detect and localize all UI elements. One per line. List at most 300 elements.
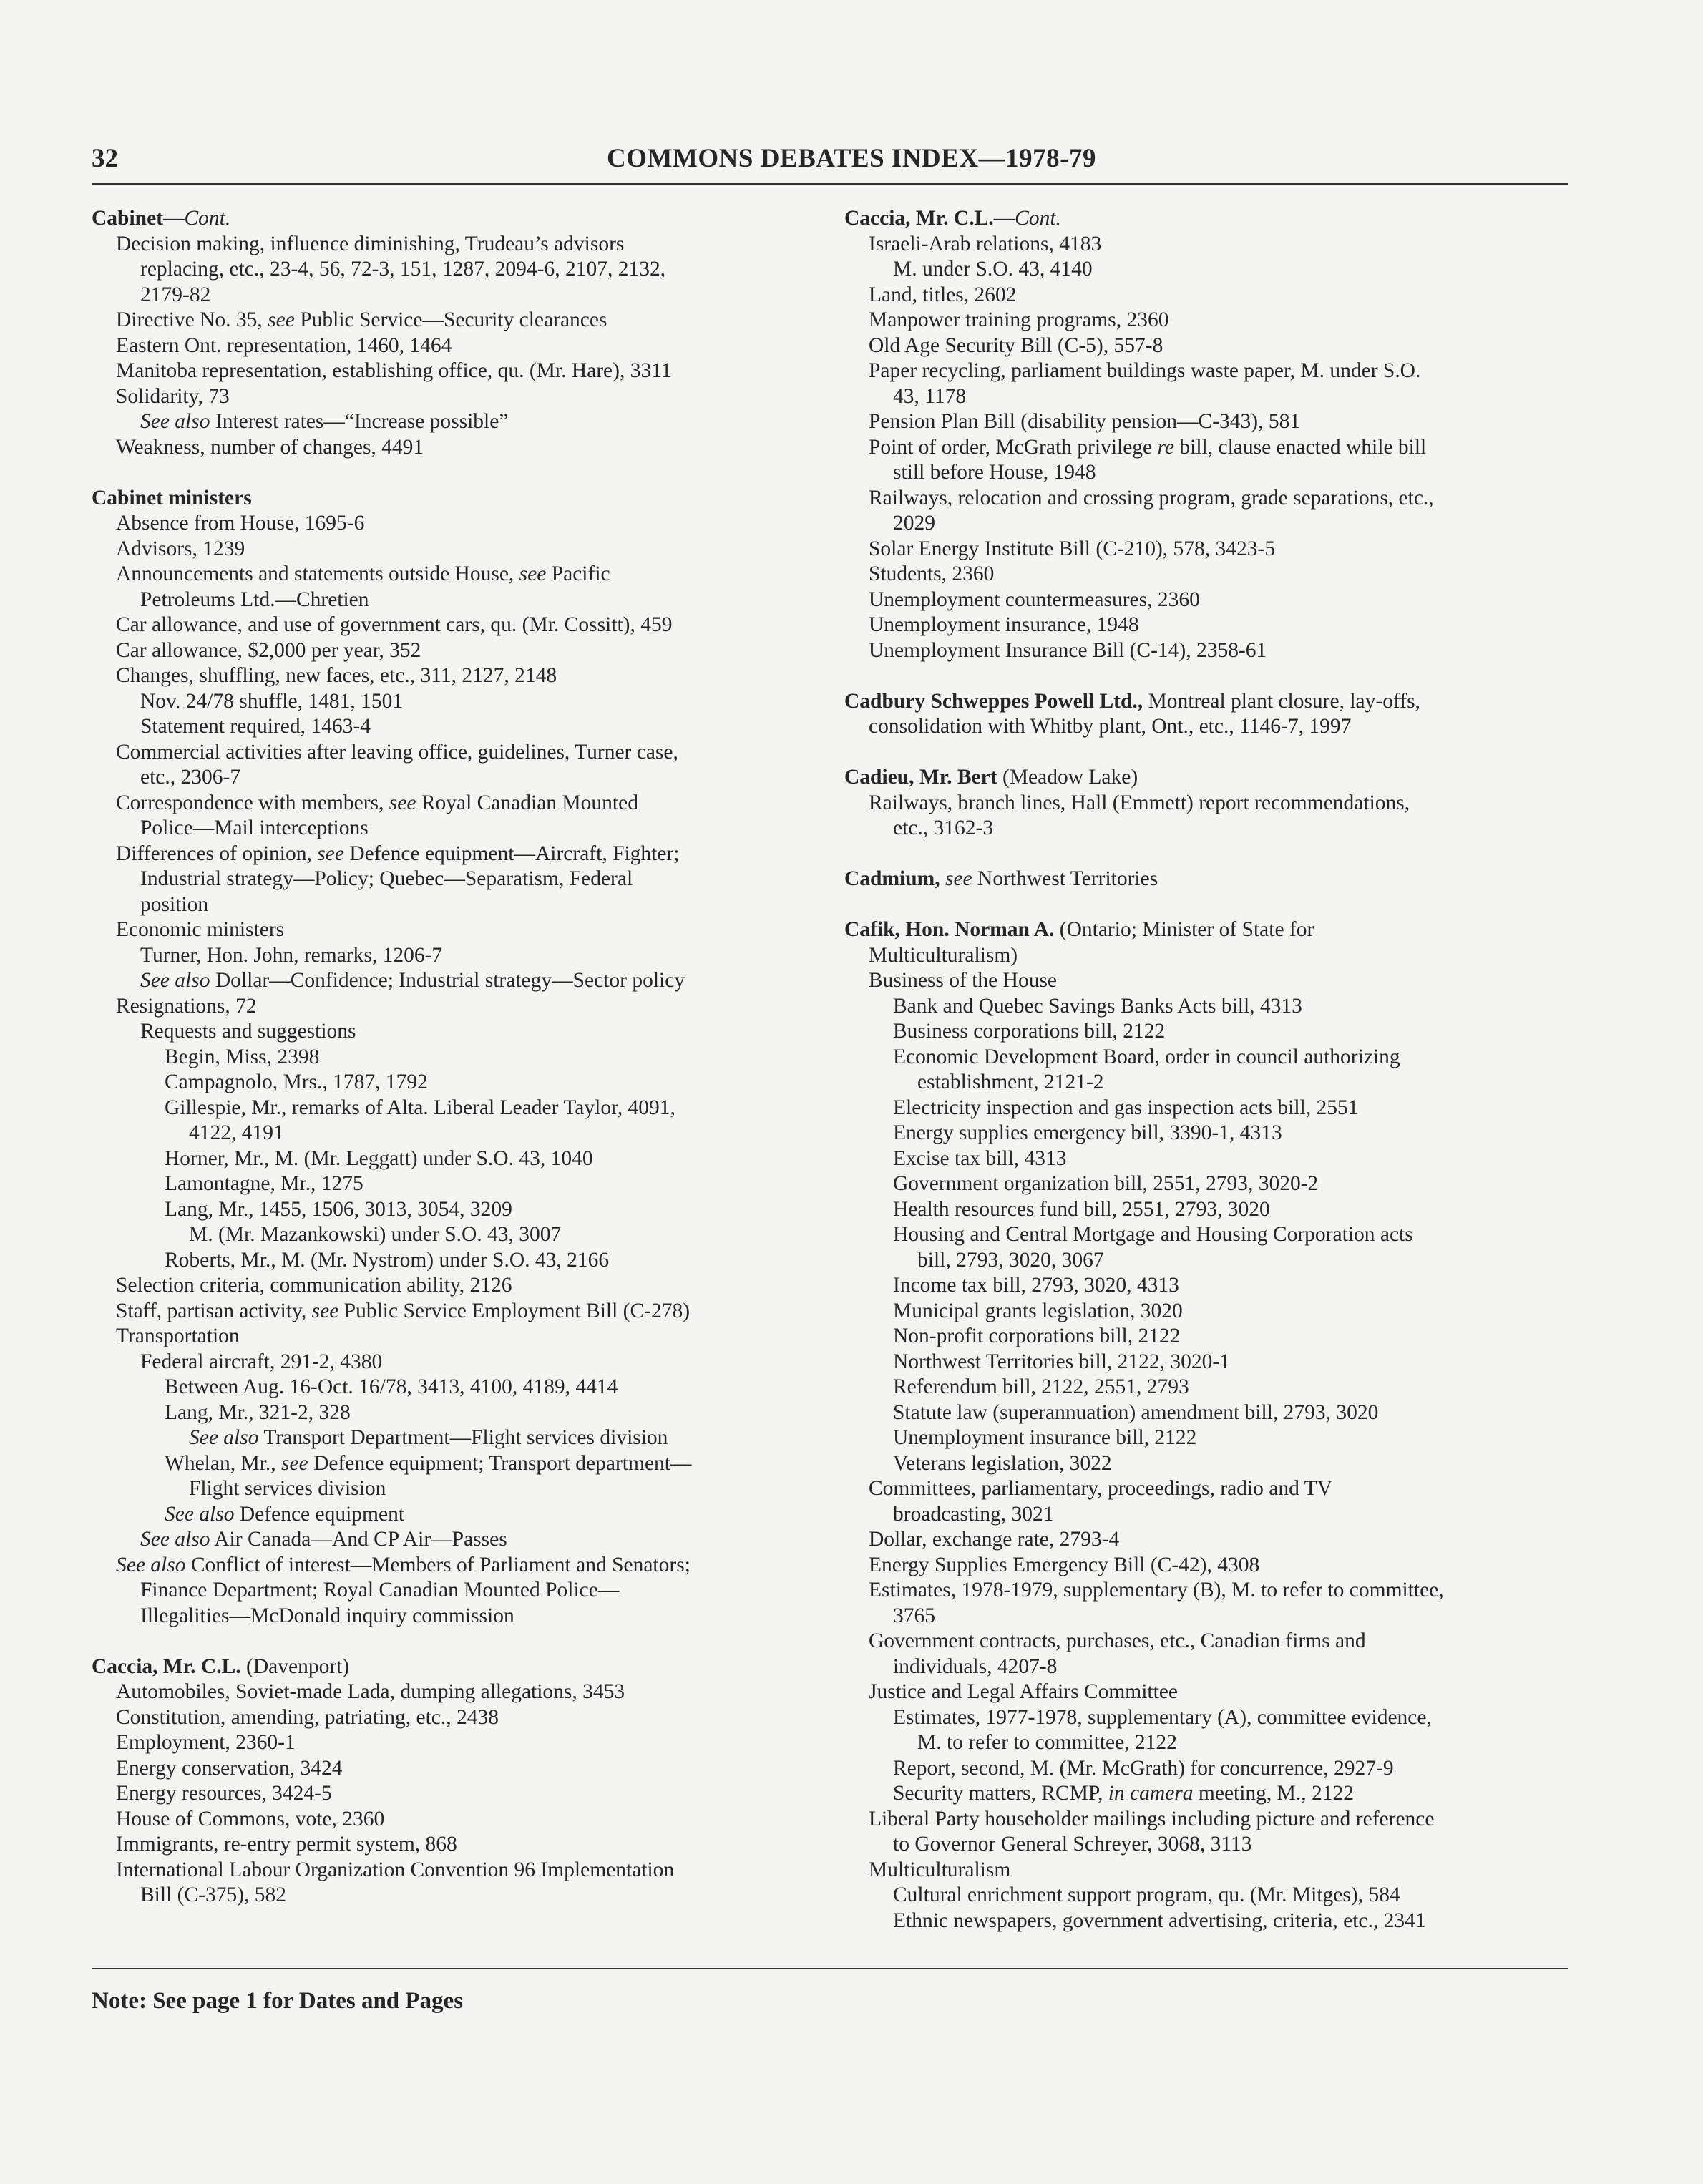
index-entry — [844, 1324, 1589, 1350]
entry-text: Directive No. 35, — [116, 308, 268, 331]
index-entry — [92, 511, 836, 537]
entry-text: establishment, 2121-2 — [917, 1071, 1104, 1093]
left-column — [92, 206, 836, 1908]
entry-text: Solar Energy Institute Bill (C-210), 578, 3423-5 — [869, 537, 1276, 560]
entry-text: Flight services division — [189, 1477, 386, 1500]
entry-text: position — [140, 892, 209, 916]
index-entry — [92, 994, 836, 1020]
entry-text: Manitoba representation, establishing office, qu. (Mr. Hare), 3311 — [116, 359, 672, 382]
index-entry — [92, 1781, 836, 1807]
index-entry — [92, 816, 836, 842]
index-entry — [92, 917, 836, 943]
entry-spacer — [844, 740, 1589, 766]
index-entry — [92, 1425, 836, 1451]
cross-reference-term: See also — [116, 1553, 186, 1576]
entry-text: 3765 — [893, 1604, 935, 1627]
entry-text: Industrial strategy—Policy; Quebec—Separatism, Federal — [140, 867, 633, 890]
entry-text: Constitution, amending, patriating, etc., 2438 — [116, 1705, 499, 1729]
index-entry — [844, 1171, 1589, 1197]
index-entry — [92, 1096, 836, 1121]
entry-text: Security matters, RCMP, — [893, 1782, 1108, 1805]
index-entry — [92, 943, 836, 969]
entry-text: Veterans legislation, 3022 — [893, 1451, 1112, 1475]
entry-text: Railways, relocation and crossing program, grade separations, etc., — [869, 486, 1434, 510]
entry-text: Defence equipment; Transport department— — [308, 1451, 692, 1475]
entry-text: Energy Supplies Emergency Bill (C-42), 4308 — [869, 1553, 1260, 1576]
heading-text: Cadbury Schweppes Powell Ltd., — [844, 689, 1143, 713]
cross-reference-term: see — [268, 308, 295, 331]
entry-text: Electricity inspection and gas inspection acts bill, 2551 — [893, 1096, 1359, 1119]
entry-text: 2029 — [893, 512, 935, 535]
index-entry — [92, 1578, 836, 1604]
entry-text: Report, second, M. (Mr. McGrath) for concurrence, 2927-9 — [893, 1756, 1394, 1780]
index-entry — [844, 1832, 1589, 1858]
entry-text: Solidarity, 73 — [116, 384, 230, 408]
index-entry — [844, 714, 1589, 740]
index-entry — [844, 1425, 1589, 1451]
index-entry — [92, 1705, 836, 1731]
entry-text: Old Age Security Bill (C-5), 557-8 — [869, 333, 1163, 357]
index-entry — [844, 994, 1589, 1020]
index-entry — [844, 816, 1589, 842]
entry-text: Advisors, 1239 — [116, 537, 245, 560]
index-entry — [92, 1756, 836, 1782]
entry-text: Non-profit corporations bill, 2122 — [893, 1325, 1181, 1347]
entry-text: Government organization bill, 2551, 2793, 3020-2 — [893, 1172, 1319, 1195]
entry-text: Transportation — [116, 1325, 240, 1347]
running-title: COMMONS DEBATES INDEX—1978-79 — [607, 144, 1096, 173]
index-entry — [844, 613, 1589, 638]
index-heading — [844, 765, 1589, 791]
index-entry — [844, 486, 1589, 512]
entry-spacer — [92, 460, 836, 486]
entry-text: Energy conservation, 3424 — [116, 1756, 343, 1780]
entry-text: Weakness, number of changes, 4491 — [116, 435, 424, 459]
entry-text: Statute law (superannuation) amendment bill, 2793, 3020 — [893, 1400, 1379, 1424]
entry-text: Defence equipment — [234, 1502, 405, 1526]
index-entry — [92, 1883, 836, 1908]
index-entry — [92, 384, 836, 410]
index-entry — [92, 1070, 836, 1096]
index-entry — [92, 409, 836, 435]
index-entry — [844, 1883, 1589, 1908]
heading-text: — — [993, 207, 1015, 230]
entry-text: Income tax bill, 2793, 3020, 4313 — [893, 1274, 1179, 1297]
entry-text: Housing and Central Mortgage and Housing Corporation acts — [893, 1223, 1413, 1246]
index-entry — [844, 1781, 1589, 1807]
index-entry — [844, 638, 1589, 664]
index-entry — [844, 435, 1589, 461]
entry-text: Petroleums Ltd.—Chretien — [140, 588, 369, 611]
index-entry — [92, 1019, 836, 1045]
index-entry — [92, 638, 836, 664]
entry-text: Municipal grants legislation, 3020 — [893, 1299, 1183, 1322]
index-entry — [844, 968, 1589, 994]
entry-text: Israeli-Arab relations, 4183 — [869, 232, 1102, 255]
entry-text: Statement required, 1463-4 — [140, 715, 371, 738]
heading-text: Cadmium, — [844, 867, 940, 890]
entry-text: Cultural enrichment support program, qu. (Mr. Mitges), 584 — [893, 1883, 1400, 1906]
index-entry — [844, 1553, 1589, 1579]
index-entry — [844, 460, 1589, 486]
cross-reference-term: See also — [189, 1426, 259, 1449]
index-entry — [92, 1121, 836, 1146]
index-entry — [844, 1121, 1589, 1146]
entry-text: Manpower training programs, 2360 — [869, 308, 1169, 331]
entry-text: Gillespie, Mr., remarks of Alta. Liberal Leader Taylor, 4091, — [165, 1096, 675, 1119]
index-heading — [844, 867, 1589, 892]
entry-text: Car allowance, and use of government cars, qu. (Mr. Cossitt), 459 — [116, 613, 673, 636]
index-entry — [92, 968, 836, 994]
entry-text: Unemployment countermeasures, 2360 — [869, 588, 1200, 611]
entry-text: consolidation with Whitby plant, Ont., etc., 1146-7, 1997 — [869, 715, 1352, 738]
index-entry — [92, 359, 836, 384]
entry-text: Public Service—Security clearances — [294, 308, 607, 331]
index-entry — [844, 384, 1589, 410]
entry-text: Campagnolo, Mrs., 1787, 1792 — [165, 1071, 428, 1093]
index-entry — [92, 588, 836, 613]
entry-spacer — [844, 842, 1589, 867]
entry-text: Ethnic newspapers, government advertising, criteria, etc., 2341 — [893, 1908, 1426, 1932]
index-entry — [92, 1832, 836, 1858]
cross-reference-term: Cont. — [184, 207, 231, 230]
entry-text: Immigrants, re-entry permit system, 868 — [116, 1833, 457, 1856]
entry-text: Federal aircraft, 291-2, 4380 — [140, 1350, 383, 1373]
cross-reference-term: Cont. — [1015, 207, 1061, 230]
entry-text: Unemployment insurance, 1948 — [869, 613, 1139, 636]
entry-text: Horner, Mr., M. (Mr. Leggatt) under S.O. 43, 1040 — [165, 1146, 593, 1170]
entry-text: (Davenport) — [240, 1654, 350, 1678]
entry-text: Excise tax bill, 4313 — [893, 1146, 1067, 1170]
index-entry — [92, 1400, 836, 1426]
heading-text: Caccia, Mr. C.L. — [92, 1654, 241, 1678]
entry-text: Energy resources, 3424-5 — [116, 1782, 332, 1805]
index-entry — [844, 409, 1589, 435]
entry-text: Between Aug. 16-Oct. 16/78, 3413, 4100, 4189, 4414 — [165, 1375, 618, 1398]
index-entry — [92, 257, 836, 283]
entry-text: Northwest Territories bill, 2122, 3020-1 — [893, 1350, 1230, 1373]
entry-text: Students, 2360 — [869, 562, 995, 585]
entry-text: Economic Development Board, order in council authorizing — [893, 1045, 1400, 1068]
entry-text: Referendum bill, 2122, 2551, 2793 — [893, 1375, 1189, 1398]
index-entry — [844, 1400, 1589, 1426]
cross-reference-term: See also — [165, 1502, 235, 1526]
index-entry — [844, 1019, 1589, 1045]
index-entry — [844, 1350, 1589, 1375]
entry-text: Estimates, 1978-1979, supplementary (B), M. to refer to committee, — [869, 1579, 1444, 1602]
entry-text: broadcasting, 3021 — [893, 1502, 1054, 1526]
heading-text: Cadieu, Mr. Bert — [844, 766, 997, 789]
index-entry — [92, 1324, 836, 1350]
index-heading — [92, 206, 836, 232]
entry-text: Energy supplies emergency bill, 3390-1, 4313 — [893, 1121, 1282, 1144]
entry-text: Eastern Ont. representation, 1460, 1464 — [116, 333, 452, 357]
entry-text: Justice and Legal Affairs Committee — [869, 1680, 1179, 1703]
index-entry — [844, 1629, 1589, 1654]
index-entry — [92, 842, 836, 867]
index-entry — [844, 1273, 1589, 1299]
entry-text: Point of order, McGrath privilege — [869, 435, 1158, 459]
index-heading — [844, 206, 1589, 232]
index-entry — [92, 1730, 836, 1756]
entry-text: Business corporations bill, 2122 — [893, 1020, 1166, 1043]
cross-reference-term: see — [281, 1451, 308, 1475]
index-entry — [92, 1299, 836, 1325]
entry-text: M. (Mr. Mazankowski) under S.O. 43, 3007 — [189, 1223, 562, 1246]
header-rule — [92, 183, 1568, 185]
entry-text: Northwest Territories — [972, 867, 1158, 890]
entry-text: Pacific — [546, 562, 610, 585]
entry-text: Correspondence with members, — [116, 791, 389, 814]
entry-spacer — [92, 1629, 836, 1654]
entry-text: Differences of opinion, — [116, 842, 318, 865]
index-heading — [844, 689, 1589, 715]
index-entry — [92, 1451, 836, 1477]
index-entry — [844, 359, 1589, 384]
cross-reference-term: see — [311, 1299, 339, 1322]
index-entry — [92, 537, 836, 562]
entry-text: Unemployment insurance bill, 2122 — [893, 1426, 1197, 1449]
index-entry — [844, 1858, 1589, 1883]
index-entry — [844, 257, 1589, 283]
entry-text: Employment, 2360-1 — [116, 1731, 296, 1754]
index-entry — [92, 1375, 836, 1400]
index-entry — [844, 1578, 1589, 1604]
entry-text: Requests and suggestions — [140, 1020, 356, 1043]
entry-text: Railways, branch lines, Hall (Emmett) report recommendations, — [869, 791, 1410, 814]
heading-text: Cabinet — [92, 207, 163, 230]
entry-text: Business of the House — [869, 969, 1058, 992]
entry-text: Committees, parliamentary, proceedings, radio and TV — [869, 1477, 1332, 1500]
entry-text: Liberal Party householder mailings including picture and reference — [869, 1807, 1435, 1830]
index-entry — [844, 333, 1589, 359]
entry-text: 43, 1178 — [893, 384, 967, 408]
entry-text: Lang, Mr., 1455, 1506, 3013, 3054, 3209 — [165, 1197, 512, 1221]
index-entry — [844, 511, 1589, 537]
entry-text: 2179-82 — [140, 283, 211, 306]
entry-text: Police—Mail interceptions — [140, 816, 369, 839]
entry-text: bill, clause enacted while bill — [1174, 435, 1427, 459]
entry-text: Multiculturalism — [869, 1858, 1011, 1881]
entry-text: Government contracts, purchases, etc., Canadian firms and — [869, 1629, 1366, 1652]
index-entry — [92, 1527, 836, 1553]
index-entry — [92, 1680, 836, 1705]
heading-text: Cafik, Hon. Norman A. — [844, 918, 1055, 941]
entry-text: M. to refer to committee, 2122 — [917, 1731, 1177, 1754]
index-entry — [844, 588, 1589, 613]
entry-text: replacing, etc., 23-4, 56, 72-3, 151, 1287, 2094-6, 2107, 2132, — [140, 258, 666, 281]
index-entry — [844, 1375, 1589, 1400]
index-entry — [844, 1604, 1589, 1629]
entry-text: Resignations, 72 — [116, 994, 257, 1018]
index-entry — [92, 1273, 836, 1299]
entry-text: Paper recycling, parliament buildings waste paper, M. under S.O. — [869, 359, 1421, 382]
index-entry — [92, 714, 836, 740]
index-entry — [844, 1096, 1589, 1121]
index-entry — [92, 232, 836, 258]
cross-reference-term: see — [389, 791, 416, 814]
entry-text: 4122, 4191 — [189, 1121, 284, 1144]
entry-text: Lamontagne, Mr., 1275 — [165, 1172, 363, 1195]
entry-text: bill, 2793, 3020, 3067 — [917, 1248, 1104, 1272]
entry-text: Unemployment Insurance Bill (C-14), 2358-61 — [869, 638, 1267, 662]
page-number: 32 — [92, 144, 118, 173]
entry-text: Economic ministers — [116, 918, 285, 941]
index-entry — [844, 1756, 1589, 1782]
entry-text: individuals, 4207-8 — [893, 1654, 1058, 1678]
entry-text: Dollar, exchange rate, 2793-4 — [869, 1528, 1120, 1551]
entry-text: Decision making, influence diminishing, Trudeau’s advisors — [116, 232, 625, 255]
entry-text: Car allowance, $2,000 per year, 352 — [116, 638, 421, 662]
entry-text: Transport Department—Flight services division — [258, 1426, 668, 1449]
entry-text: Absence from House, 1695-6 — [116, 512, 365, 535]
index-entry — [844, 1197, 1589, 1223]
index-entry — [92, 1604, 836, 1629]
index-entry — [92, 1045, 836, 1071]
index-heading — [92, 486, 836, 512]
index-entry — [844, 1654, 1589, 1680]
index-entry — [844, 283, 1589, 308]
entry-text: Lang, Mr., 321-2, 328 — [165, 1400, 351, 1424]
entry-text: Pension Plan Bill (disability pension—C-343), 581 — [869, 410, 1301, 433]
heading-text: Caccia, Mr. C.L. — [844, 207, 994, 230]
cross-reference-term: see — [945, 867, 972, 890]
index-entry — [844, 943, 1589, 969]
entry-text: Interest rates—“Increase possible” — [210, 410, 509, 433]
footer-note: Note: See page 1 for Dates and Pages — [92, 1988, 464, 2014]
entry-text: Bank and Quebec Savings Banks Acts bill, 4313 — [893, 994, 1302, 1018]
index-entry — [844, 1908, 1589, 1934]
entry-text: International Labour Organization Convention 96 Implementation — [116, 1858, 675, 1881]
index-entry — [92, 765, 836, 791]
entry-text: still before House, 1948 — [893, 461, 1096, 484]
index-entry — [92, 1146, 836, 1172]
entry-text: Staff, partisan activity, — [116, 1299, 312, 1322]
index-entry — [92, 1476, 836, 1502]
index-entry — [844, 1070, 1589, 1096]
index-entry — [844, 308, 1589, 333]
index-entry — [92, 1222, 836, 1248]
index-entry — [844, 1222, 1589, 1248]
entry-text: meeting, M., 2122 — [1193, 1782, 1355, 1805]
index-entry — [844, 1730, 1589, 1756]
index-entry — [92, 435, 836, 461]
entry-text — [940, 867, 945, 890]
index-entry — [92, 791, 836, 816]
entry-text: Conflict of interest—Members of Parliament and Senators; — [185, 1553, 691, 1576]
entry-text: Royal Canadian Mounted — [416, 791, 638, 814]
index-entry — [92, 1171, 836, 1197]
entry-text: (Meadow Lake) — [997, 766, 1138, 789]
entry-text: Multiculturalism) — [869, 943, 1018, 967]
index-entry — [92, 689, 836, 715]
entry-text: Finance Department; Royal Canadian Mounted Police— — [140, 1579, 620, 1602]
index-entry — [92, 663, 836, 689]
entry-text: Montreal plant closure, lay-offs, — [1143, 689, 1420, 713]
index-entry — [844, 1146, 1589, 1172]
entry-text: Announcements and statements outside House, — [116, 562, 519, 585]
index-entry — [844, 562, 1589, 588]
entry-text: Defence equipment—Aircraft, Fighter; — [343, 842, 680, 865]
index-entry — [92, 283, 836, 308]
index-entry — [92, 1350, 836, 1375]
entry-spacer — [844, 663, 1589, 689]
index-entry — [92, 740, 836, 766]
index-heading — [844, 917, 1589, 943]
entry-text: Land, titles, 2602 — [869, 283, 1017, 306]
index-entry — [92, 1858, 836, 1883]
index-entry — [844, 232, 1589, 258]
entry-text: Illegalities—McDonald inquiry commission — [140, 1604, 514, 1627]
right-column — [844, 206, 1589, 1934]
cross-reference-term: See also — [140, 1528, 210, 1551]
entry-text: Nov. 24/78 shuffle, 1481, 1501 — [140, 689, 404, 713]
index-entry — [844, 1045, 1589, 1071]
index-entry — [844, 791, 1589, 816]
index-entry — [92, 892, 836, 918]
index-entry — [844, 1527, 1589, 1553]
index-entry — [844, 1451, 1589, 1477]
cross-reference-term: See also — [140, 969, 210, 992]
index-entry — [844, 1680, 1589, 1705]
index-heading — [92, 1654, 836, 1680]
entry-text: Bill (C-375), 582 — [140, 1883, 287, 1906]
entry-spacer — [844, 892, 1589, 918]
cross-reference-term: see — [519, 562, 547, 585]
index-entry — [844, 1807, 1589, 1833]
entry-text: Public Service Employment Bill (C-278) — [338, 1299, 691, 1322]
index-entry — [92, 1197, 836, 1223]
entry-text: Dollar—Confidence; Industrial strategy—Sector policy — [210, 969, 685, 992]
entry-text: Roberts, Mr., M. (Mr. Nystrom) under S.O. 43, 2166 — [165, 1248, 610, 1272]
entry-text: Automobiles, Soviet-made Lada, dumping allegations, 3453 — [116, 1680, 625, 1703]
index-entry — [92, 1502, 836, 1528]
index-entry — [844, 1705, 1589, 1731]
entry-text: Commercial activities after leaving office, guidelines, Turner case, — [116, 740, 678, 764]
index-entry — [844, 1476, 1589, 1502]
entry-text: M. under S.O. 43, 4140 — [893, 258, 1093, 281]
entry-text: House of Commons, vote, 2360 — [116, 1807, 385, 1830]
entry-text: etc., 2306-7 — [140, 766, 241, 789]
heading-text: Cabinet ministers — [92, 486, 252, 510]
index-entry — [92, 1248, 836, 1274]
entry-text: to Governor General Schreyer, 3068, 3113 — [893, 1833, 1252, 1856]
index-entry — [92, 1553, 836, 1579]
index-entry — [844, 1502, 1589, 1528]
entry-text: Selection criteria, communication ability, 2126 — [116, 1274, 512, 1297]
entry-text: Health resources fund bill, 2551, 2793, 3020 — [893, 1197, 1270, 1221]
footer-rule — [92, 1968, 1568, 1969]
index-entry — [92, 333, 836, 359]
entry-text: etc., 3162-3 — [893, 816, 994, 839]
entry-text: Air Canada—And CP Air—Passes — [210, 1528, 507, 1551]
heading-text: — — [162, 207, 185, 230]
cross-reference-term: See also — [140, 410, 210, 433]
index-entry — [844, 1248, 1589, 1274]
entry-text: Turner, Hon. John, remarks, 1206-7 — [140, 943, 443, 967]
index-entry — [844, 1299, 1589, 1325]
index-entry — [92, 867, 836, 892]
cross-reference-term: re — [1157, 435, 1175, 459]
entry-text: Whelan, Mr., — [165, 1451, 282, 1475]
entry-text: Estimates, 1977-1978, supplementary (A), committee evidence, — [893, 1705, 1432, 1729]
index-entry — [92, 308, 836, 333]
index-entry — [92, 562, 836, 588]
entry-text: Changes, shuffling, new faces, etc., 311, 2127, 2148 — [116, 664, 557, 687]
entry-text: Begin, Miss, 2398 — [165, 1045, 320, 1068]
cross-reference-term: see — [317, 842, 344, 865]
index-entry — [844, 537, 1589, 562]
